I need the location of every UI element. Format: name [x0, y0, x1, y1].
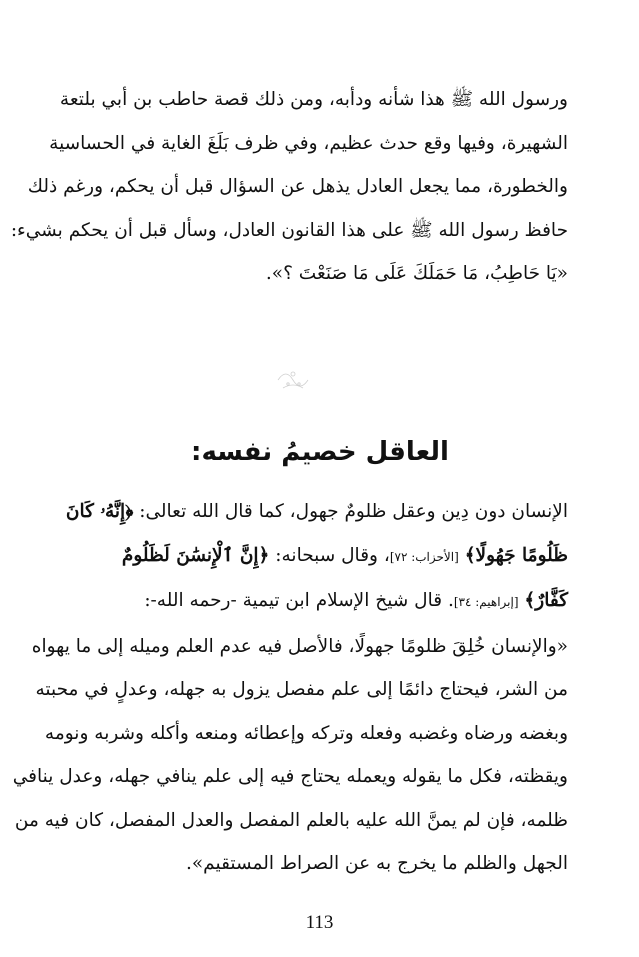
text-line: من الشر، فيحتاج دائمًا إلى علم مفصل يزول به جهله، وعدلٍ في محبته — [35, 679, 568, 700]
verse-reference: [الأحزاب: ٧٢] — [389, 549, 459, 564]
text-line: والخطورة، مما يجعل العادل يذهل عن السؤال قبل أن يحكم، ورغم ذلك — [27, 176, 568, 197]
text-line — [72, 534, 568, 580]
verse-reference: [إبراهيم: ٣٤] — [453, 595, 519, 609]
text-fragment: الإنسان دون دِين وعقل ظلومٌ جهول، كما قال الله تعالى: — [133, 501, 568, 522]
quran-verse: ﴿إِنَّهُۥ كَانَ — [65, 501, 134, 522]
text-line: الجهل والظلم ما يخرج به عن الصراط المستقيم». — [185, 853, 568, 874]
text-line: حافظ رسول الله ﷺ على هذا القانون العادل، وسأل قبل أن يحكم بشيء: — [10, 219, 568, 241]
text-line: وبغضه ورضاه وغضبه وفعله وتركه وإعطائه ومنعه وأكله وشربه ونومه — [44, 722, 568, 744]
hadith-quote-line: «يَا حَاطِبُ، مَا حَمَلَكَ عَلَى مَا صَنَعْتَ ؟». — [265, 263, 568, 284]
text-fragment: . قال شيخ الإسلام ابن تيمية -رحمه الله-: — [144, 590, 454, 611]
text-fragment: ، وقال سبحانه: — [269, 544, 390, 566]
faint-ornament-icon — [258, 360, 328, 400]
text-line: «والإنسان خُلِقَ ظلومًا جهولًا، فالأصل فيه عدم العلم وميله إلى ما يهواه — [31, 635, 568, 657]
quran-verse: كَفَّارٌ﴾ — [524, 590, 568, 611]
quran-verse: ظَلُومًا جَهُولًا﴾ — [464, 544, 568, 566]
text-line: ويقظته، فكل ما يقوله ويعمله يحتاج فيه إلى علم ينافي جهله، وعدل ينافي — [12, 766, 568, 787]
page-number: 113 — [305, 912, 334, 933]
text-line: ظلمه، فإن لم يمنَّ الله عليه بالعلم المفصل والعدل المفصل، كان فيه من — [14, 809, 568, 831]
quran-verse: ﴿إِنَّ ٱلْإِنسَٰنَ لَظَلُومٌ — [121, 544, 270, 566]
paragraph-hatib-story — [10, 78, 568, 296]
text-line: الشهيرة، وفيها وقع حدث عظيم، وفي ظرف بَلَغَ الغاية في الحساسية — [49, 132, 568, 154]
text-line — [72, 579, 568, 625]
paragraph-wise-self-critic — [12, 490, 568, 886]
text-line — [65, 490, 568, 534]
section-heading: العاقل خصيمُ نفسه: — [191, 437, 449, 467]
text-line: ورسول الله ﷺ هذا شأنه ودأبه، ومن ذلك قصة حاطب بن أبي بلتعة — [59, 89, 568, 110]
